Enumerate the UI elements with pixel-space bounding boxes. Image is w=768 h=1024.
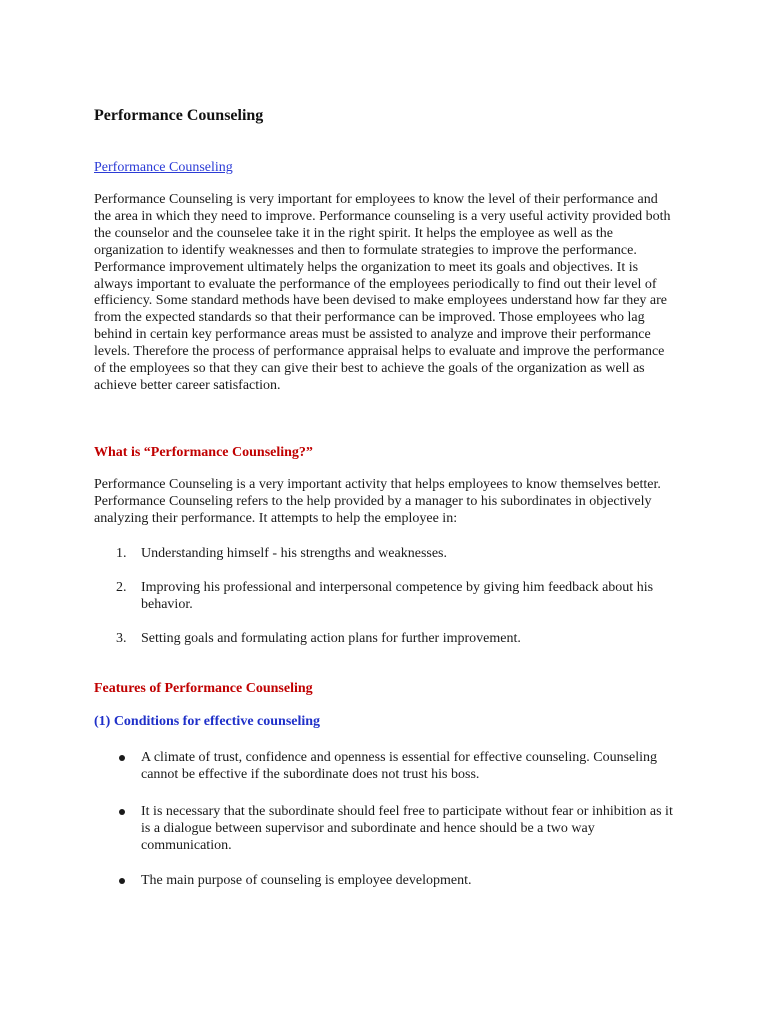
document-title: Performance Counseling (94, 107, 264, 124)
bullet-item (94, 803, 674, 854)
what-is-heading: What is “Performance Counseling?” (94, 445, 313, 460)
list-item-text: Improving his professional and interpersonal competence by giving him feedback about his behavior. (141, 580, 654, 612)
what-is-paragraph: Performance Counseling is a very important activity that helps employees to know themselves better. Performance Counseling refers to the help provided by a manager to his subordinates in objectively analyzing their performance. It attempts to help the employee in: (94, 477, 661, 526)
list-number: 1. (116, 546, 127, 561)
list-item (94, 630, 674, 647)
bullet-item (94, 749, 674, 783)
bullet-item-text: It is necessary that the subordinate should feel free to participate without fear or inhibition as it is a dialogue between supervisor and subordinate and hence should be a two way communication. (141, 804, 673, 853)
bullet-dot-icon (119, 755, 125, 761)
features-heading: Features of Performance Counseling (94, 681, 313, 696)
list-number: 3. (116, 631, 127, 646)
conditions-subheading: (1) Conditions for effective counseling (94, 714, 321, 729)
bullet-item (94, 872, 674, 889)
list-number: 2. (116, 580, 127, 595)
bullet-item-text: The main purpose of counseling is employee development. (141, 873, 472, 888)
performance-counseling-link[interactable]: Performance Counseling (94, 160, 233, 175)
bullet-dot-icon (119, 809, 125, 815)
list-item-text: Setting goals and formulating action plans for further improvement. (141, 631, 521, 646)
intro-paragraph: Performance Counseling is very important for employees to know the level of their performance and the area in which they need to improve. Performance counseling is a very useful activity provided both the counselor and the counselee take it in the right spirit. It helps the employee as well as the organization to identify weaknesses and then to formulate strategies to improve the performance. Performance improvement ultimately helps the organization to meet its goals and objectives. It is always important to evaluate the performance of the employees periodically to find out their level of efficiency. Some standard methods have been devised to make employees understand how far they are from the expected standards so that their performance can be improved. Those employees who lag behind in certain key performance areas must be assisted to analyze and improve their performance levels. Therefore the process of performance appraisal helps to evaluate and improve the performance of the employees so that they can give their best to achieve the goals of the organization as well as achieve better career satisfaction. (94, 192, 671, 393)
list-item (94, 579, 674, 613)
list-item (94, 545, 674, 562)
bullet-item-text: A climate of trust, confidence and openness is essential for effective counseling. Counseling cannot be effective if the subordinate does not trust his boss. (141, 750, 658, 782)
list-item-text: Understanding himself - his strengths and weaknesses. (141, 546, 447, 561)
bullet-dot-icon (119, 878, 125, 884)
